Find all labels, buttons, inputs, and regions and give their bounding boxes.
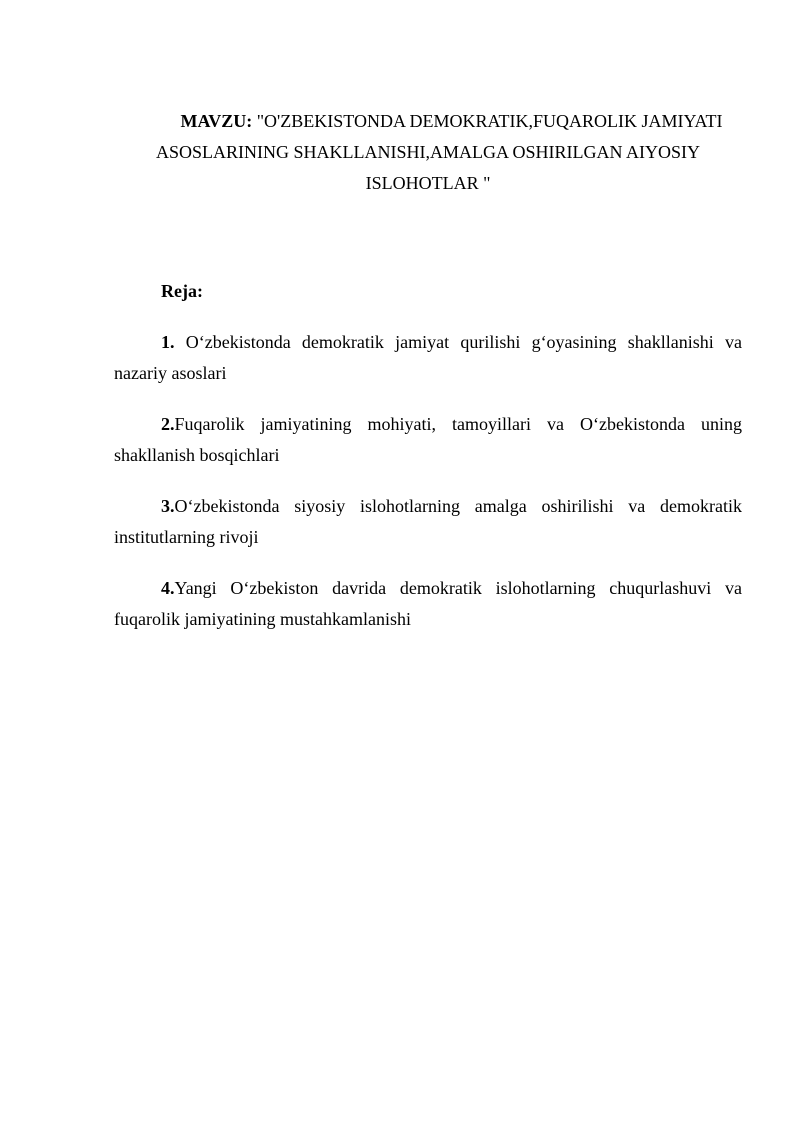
plan-list [114, 327, 742, 635]
plan-item-number: 1. [161, 332, 175, 352]
plan-item-number: 4. [161, 578, 175, 598]
document-title [114, 106, 742, 199]
topic-label: MAVZU: [180, 111, 253, 131]
plan-item-number: 3. [161, 496, 175, 516]
plan-item-number: 2. [161, 414, 175, 434]
plan-heading: Reja: [161, 281, 203, 301]
plan-item-text: Yangi O‘zbekiston davrida demokratik islohotlarning chuqurlashuvi va fuqarolik jamiyatining mustahkamlanishi [114, 578, 742, 629]
plan-item [114, 573, 742, 635]
plan-item-text: O‘zbekistonda siyosiy islohotlarning amalga oshirilishi va demokratik institutlarning rivoji [114, 496, 742, 547]
plan-item-text: O‘zbekistonda demokratik jamiyat qurilishi g‘oyasining shakllanishi va nazariy asoslari [114, 332, 742, 383]
plan-item [114, 491, 742, 553]
plan-item-text: Fuqarolik jamiyatining mohiyati, tamoyillari va O‘zbekistonda uning shakllanish bosqichlari [114, 414, 742, 465]
topic-text: "O'ZBEKISTONDA DEMOKRATIK,FUQAROLIK JAMIYATI ASOSLARINING SHAKLLANISHI,AMALGA OSHIRILGAN AIYOSIY ISLOHOTLAR " [156, 111, 723, 193]
plan-item [114, 327, 742, 389]
plan-item [114, 409, 742, 471]
